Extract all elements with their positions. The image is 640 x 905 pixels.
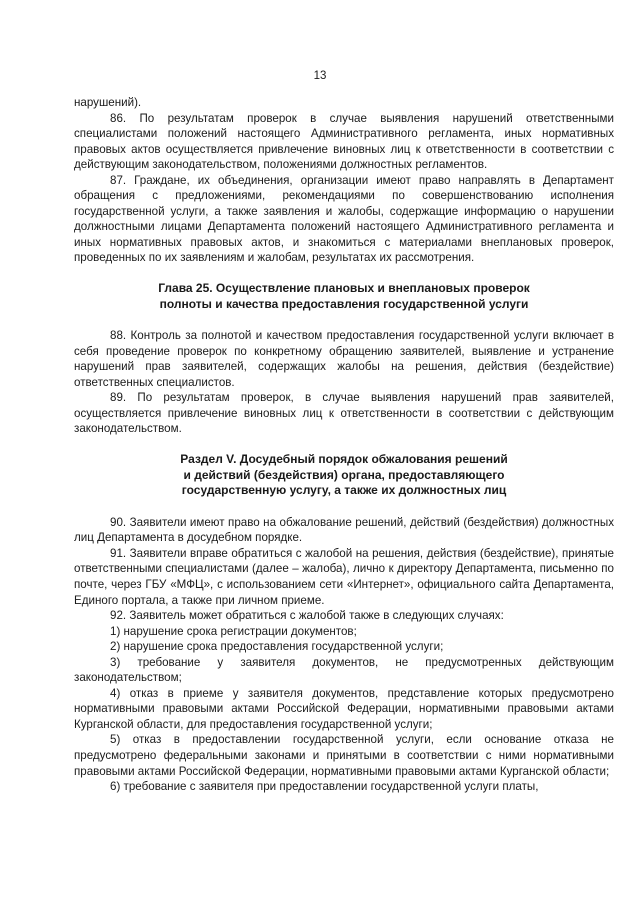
section-v-heading-line: и действий (бездействия) органа, предоставляющего <box>183 467 505 482</box>
paragraph-86: 86. По результатам проверок в случае выявления нарушений ответственными специалистами положений настоящего Административного регламента, иных нормативных правовых актов осуществляется привлечение виновных лиц к ответственности в соответствии с действующим законодательством, положениями должностных регламентов. <box>74 111 614 172</box>
page-content <box>74 95 614 795</box>
paragraph-90: 90. Заявители имеют право на обжалование решений, действий (бездействия) должностных лиц Департамента в досудебном порядке. <box>74 515 614 545</box>
list-item-92-6: 6) требование с заявителя при предоставлении государственной услуги платы, <box>110 780 539 794</box>
chapter-25-heading-line: полноты и качества предоставления государственной услуги <box>159 296 529 311</box>
paragraph-92: 92. Заявитель может обратиться с жалобой также в следующих случаях: <box>110 609 504 623</box>
chapter-25-heading-line: Глава 25. Осуществление плановых и внеплановых проверок <box>158 281 530 296</box>
section-v-heading <box>74 452 614 499</box>
paragraph-87: 87. Граждане, их объединения, организации имеют право направлять в Департамент обращения с предложениями, рекомендациями по совершенствованию исполнения государственной услуги, а также заявления и жалобы, содержащие информацию о нарушении должностными лицами Департамента положений настоящего Административного регламента и иных нормативных правовых актов, и знакомиться с материалами внеплановых проверок, проведенных по их заявлениям и жалобам, результатах их рассмотрения. <box>74 173 614 265</box>
list-item-92-3: 3) требование у заявителя документов, не предусмотренных действующим законодательством; <box>74 655 614 685</box>
list-item-92-2: 2) нарушение срока предоставления государственной услуги; <box>110 640 444 654</box>
list-item-92-4: 4) отказ в приеме у заявителя документов, представление которых предусмотрено нормативными правовыми актами Российской Федерации, нормативными правовыми актами Курганской области, для предоставления государственной услуги; <box>74 686 614 731</box>
list-item-92-5: 5) отказ в предоставлении государственной услуги, если основание отказа не предусмотрено федеральными законами и принятыми в соответствии с ними нормативными правовыми актами Российской Федерации, нормативными правовыми актами Курганской области; <box>74 733 614 778</box>
section-v-heading-line: Раздел V. Досудебный порядок обжалования решений <box>180 452 508 467</box>
paragraph-continuation: нарушений). <box>74 96 142 109</box>
list-item-92-1: 1) нарушение срока регистрации документов; <box>110 624 357 638</box>
section-v-heading-line: государственную услугу, а также их должностных лиц <box>181 483 507 498</box>
paragraph-89: 89. По результатам проверок, в случае выявления нарушений прав заявителей, осуществляется привлечение виновных лиц к ответственности в соответствии с действующим законодательством. <box>74 391 614 436</box>
page-number: 13 <box>313 70 327 82</box>
chapter-25-heading <box>74 281 614 312</box>
paragraph-91: 91. Заявители вправе обратиться с жалобой на решения, действия (бездействие), принятые ответственными специалистами (далее – жалоба), лично к директору Департамента, письменно по почте, через ГБУ «МФЦ», с использованием сети «Интернет», официального сайта Департамента, Единого портала, а также при личном приеме. <box>74 546 614 607</box>
paragraph-88: 88. Контроль за полнотой и качеством предоставления государственной услуги включает в себя проведение проверок по конкретному обращению заявителей, выявление и устранение нарушений прав заявителей, содержащих жалобы на решения, действия (бездействие) ответственных специалистов. <box>74 329 614 389</box>
